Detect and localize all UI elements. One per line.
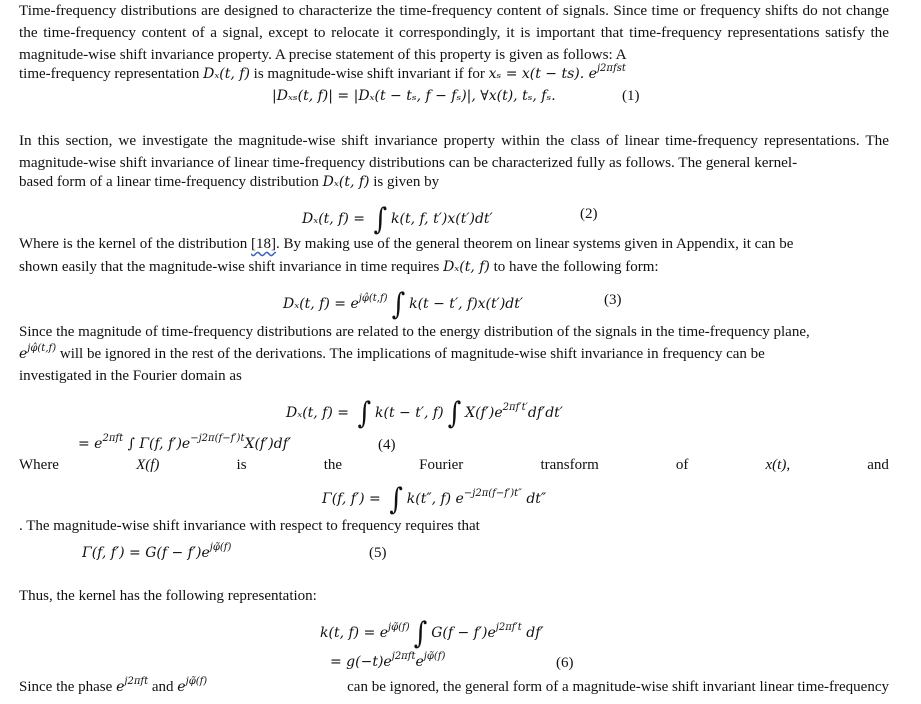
paragraph-linear-tfr: In this section, we investigate the magnitude-wise shift invariance property within the class of linear time-frequency representations. The magnitude-wise shift invariance of linear time-frequency distributions can be characterized fully as follows. The general kernel- <box>19 132 889 172</box>
integral-sign: ∫ <box>357 396 372 432</box>
equation-5-number: (5) <box>369 545 387 561</box>
equation-6-number: (6) <box>556 655 574 671</box>
integral-sign: ∫ <box>373 202 388 238</box>
paragraph-linear-tfr-last-line: based form of a linear time-frequency distribution Dₓ(t, f) is given by <box>19 174 440 190</box>
equation-4b: = $e^{2\pi ft}$ ∫ Γ(f, $f')e^{-j2\pi(f-f')t}X(f')df'$ <box>78 433 292 452</box>
equation-2-number: (2) <box>580 206 598 222</box>
equation-6b: = $g(-t)e^{j2\pi ft}e^{j\varphĩ(f)}$ <box>330 651 446 670</box>
paragraph-kernel-representation: Thus, the kernel has the following representation: <box>19 588 317 604</box>
paragraph-intro-last-line: time-frequency representation Dₓ(t, f) is magnitude-wise shift invariant if for xₛ = x(t − ts). $e^{j2\pi fst}$ <box>19 63 626 82</box>
equation-gamma: Γ(f, f′) = ∫ k(t″, f) $e^{-j2\pi(f-f')t''}$ dt″ <box>322 482 547 518</box>
equation-3-number: (3) <box>604 292 622 308</box>
paragraph-frequency-invariance: . The magnitude-wise shift invariance with respect to frequency requires that <box>19 518 480 534</box>
paragraph-magnitude-line3: investigated in the Fourier domain as <box>19 368 242 384</box>
integral-sign: ∫ <box>447 396 462 432</box>
equation-4-number: (4) <box>378 437 396 453</box>
citation-link[interactable]: [18] <box>251 236 277 252</box>
integral-sign: ∫ <box>391 287 406 323</box>
integral-sign: ∫ <box>413 616 428 652</box>
paragraph-intro: Time-frequency distributions are designed to characterize the time-frequency content of signals. Since time or frequency shifts do not change the time-frequency content of a signal, except to relocate it correspondingly, it is important that time-frequency representations satisfy the magnitude-wise shift invariance property. A precise statement of this property is given as follows: A <box>19 2 889 64</box>
integral-sign: ∫ <box>389 482 403 518</box>
equation-4a: Dₓ(t, f) = ∫ k(t − t′, f) ∫ $X(f')e^{2\pi f't'}df'dt'$ <box>286 396 563 432</box>
equation-1-number: (1) <box>622 88 640 104</box>
paragraph-magnitude-line1: Since the magnitude of time-frequency distributions are related to the energy distribution of the signals in the time-frequency plane, <box>19 324 810 340</box>
equation-3: Dₓ(t, $f) = e^{j\varphî(t,f)}$ ∫ k(t − t′, f)x(t′)dt′ <box>283 287 524 323</box>
where-fourier-line: Where X(f) is the Fourier transform of x(t), and <box>19 457 889 473</box>
paragraph-kernel-line2: shown easily that the magnitude-wise shift invariance in time requires Dₓ(t, f) to have the following form: <box>19 259 659 275</box>
paragraph-magnitude-line2: $e^{j\varphî(t,f)}$ will be ignored in the rest of the derivations. The implications of magnitude-wise shift invariance in frequency can be <box>19 343 765 362</box>
paragraph-conclusion: Since the phase $e^{j2\pi ft}$ and $e^{j\varphĩ(f)}$ can be ignored, the general form of a magnitude-wise shift invariant linear time-frequency <box>19 676 889 695</box>
equation-2: Dₓ(t, f) = ∫ k(t, f, t′)x(t′)dt′ <box>302 202 493 238</box>
paragraph-kernel-line1: Where is the kernel of the distribution [18]. By making use of the general theorem on linear systems given in Appendix, it can be <box>19 236 794 252</box>
equation-1: |Dₓₛ(t, f)| = |Dₓ(t − tₛ, f − fₛ)|, ∀x(t), tₛ, fₛ. <box>272 88 556 104</box>
equation-6a: k(t, $f) = e^{j\varphĩ(f)}$ ∫ $G(f - f')e^{j2\pi f't}$ df′ <box>320 616 544 652</box>
equation-5: Γ(f, $f') = G(f - f')e^{j\varphĩ(f)}$ <box>82 542 232 561</box>
